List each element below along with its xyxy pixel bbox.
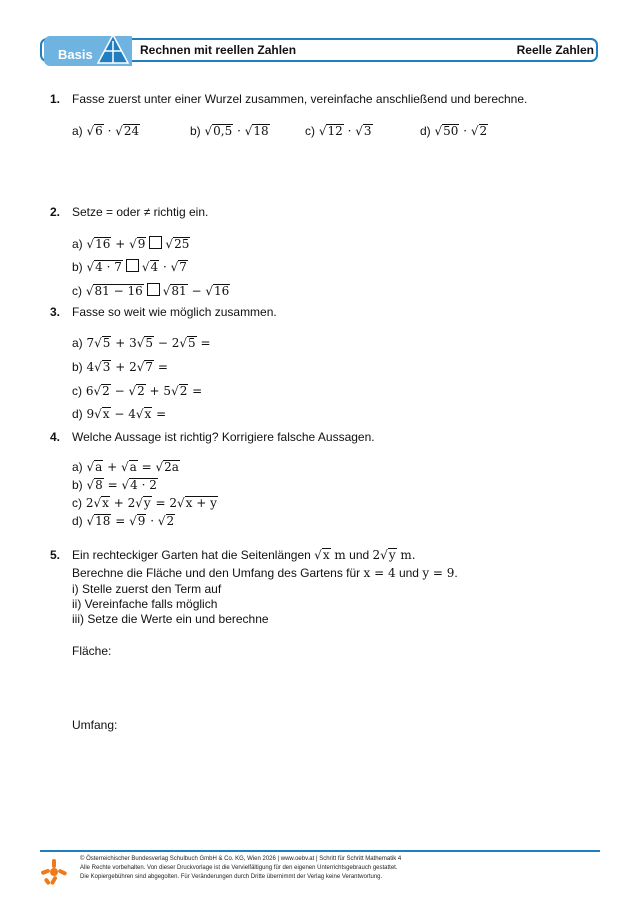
task-1c: c) √12 · √3: [305, 124, 372, 138]
task-4-number: 4.: [50, 430, 61, 444]
task-4-text: Welche Aussage ist richtig? Korrigiere falsche Aussagen.: [72, 430, 375, 444]
task-5-number: 5.: [50, 548, 61, 562]
task-5-text: Ein rechteckiger Garten hat die Seitenlängen √x m und 2√y m.: [72, 548, 416, 562]
answer-box[interactable]: [149, 236, 162, 249]
triangle-logo-icon: [96, 33, 130, 65]
task-5-step-1: i) Stelle zuerst den Term auf: [72, 582, 222, 596]
task-2-number: 2.: [50, 205, 61, 219]
task-3c: c) 6√2 − √2 + 5√2 =: [72, 384, 203, 398]
task-3a: a) 7√5 + 3√5 − 2√5 =: [72, 336, 211, 350]
task-5-step-3: iii) Setze die Werte ein und berechne: [72, 612, 269, 626]
task-2b: b) √4 · 7 √4 · √7: [72, 260, 187, 274]
task-4d: d) √18 = √9 · √2: [72, 514, 175, 528]
task-5-step-2: ii) Vereinfache falls möglich: [72, 597, 218, 611]
task-3-text: Fasse so weit wie möglich zusammen.: [72, 305, 277, 319]
task-2-text: Setze = oder ≠ richtig ein.: [72, 205, 209, 219]
task-1a: a) √6 · √24: [72, 124, 140, 138]
publisher-logo-icon: [40, 858, 68, 886]
answer-box[interactable]: [126, 259, 139, 272]
footer-line-1: © Österreichischer Bundesverlag Schulbuch GmbH & Co. KG, Wien 2026 | www.oebv.at | Schritt für Schritt Mathematik 4: [80, 856, 402, 862]
topic-label: Reelle Zahlen: [516, 43, 594, 57]
perimeter-label: Umfang:: [72, 718, 118, 732]
footer-line-2: Alle Rechte vorbehalten. Von dieser Druckvorlage ist die Vervielfältigung für den eigenen Unterrichtsgebrauch gestattet.: [80, 865, 398, 871]
task-3-number: 3.: [50, 305, 61, 319]
page-title: Rechnen mit reellen Zahlen: [140, 43, 297, 57]
task-4a: a) √a + √a = √2a: [72, 460, 179, 474]
task-4c: c) 2√x + 2√y = 2√x + y: [72, 496, 217, 510]
task-3d: d) 9√x − 4√x =: [72, 407, 167, 421]
footer-divider: [40, 850, 600, 852]
area-label: Fläche:: [72, 644, 112, 658]
task-1d: d) √50 · √2: [420, 124, 488, 138]
task-5-line2: Berechne die Fläche und den Umfang des Gartens für x = 4 und y = 9.: [72, 566, 458, 580]
task-2c: c) √81 − 16 √81 − √16: [72, 284, 230, 298]
footer-line-3: Die Kopiergebühren sind abgegolten. Für Veränderungen durch Dritte übernimmt der Verlag keine Verantwortung.: [80, 874, 383, 880]
task-4b: b) √8 = √4 · 2: [72, 478, 157, 492]
task-3b: b) 4√3 + 2√7 =: [72, 360, 168, 374]
level-badge-label: Basis: [58, 47, 93, 62]
task-1-number: 1.: [50, 92, 61, 106]
task-1b: b) √0,5 · √18: [190, 124, 269, 138]
task-1-text: Fasse zuerst unter einer Wurzel zusammen, vereinfache anschließend und berechne.: [72, 92, 528, 106]
answer-box[interactable]: [147, 283, 160, 296]
task-2a: a) √16 + √9 √25: [72, 237, 190, 251]
